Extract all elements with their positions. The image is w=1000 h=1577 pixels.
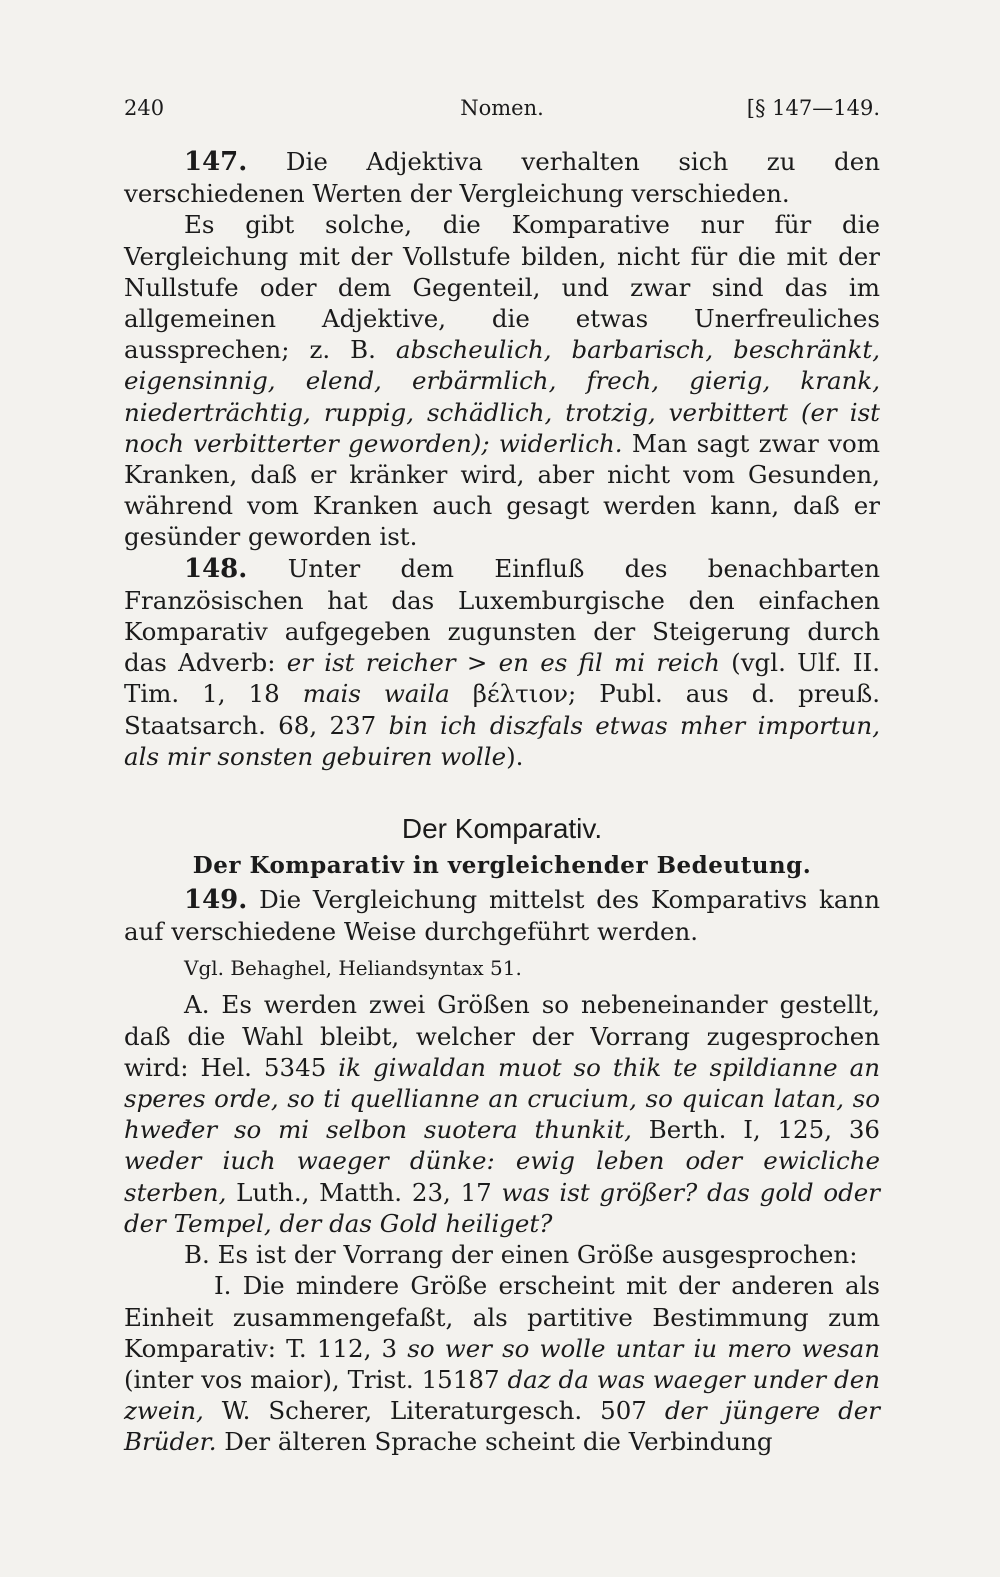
section-number: 147. (184, 147, 248, 177)
running-title: Nomen. (460, 96, 544, 120)
running-header (124, 96, 880, 126)
section-number: 149. (184, 885, 248, 916)
page-number: 240 (124, 96, 165, 120)
paragraph-147: 147. Die Adjektiva verhalten sich zu den verschiedenen Werten der Vergleichung verschieden. (124, 147, 880, 209)
subsection-heading: Der Komparativ in vergleichender Bedeutung. (192, 852, 812, 880)
reference-note: Vgl. Behaghel, Heliandsyntax 51. (184, 956, 522, 981)
paragraph-i: I. Die mindere Größe erscheint mit der anderen als Einheit zusammengefaßt, als partitive Bestimmung zum Komparativ: T. 112, 3 so wer so wolle untar iu mero wesan (inter vos maior), Trist. 15187 daz da was waeger under den zwein, W. Scherer, Literaturgesch. 507 der jüngere der Brüder. Der älteren Sprache scheint die Verbindung (124, 1271, 880, 1457)
example-words: abscheulich, barbarisch, beschränkt, eigensinnig, elend, erbärmlich, frech, gierig, krank, niederträchtig, ruppig, schädlich, trotzig, verbittert (er ist noch verbitterter geworden); widerlich. (124, 335, 881, 458)
paragraph-b: B. Es ist der Vorrang der einen Größe ausgesprochen: (184, 1240, 858, 1270)
paragraph-148: 148. Unter dem Einfluß des benachbarten Französischen hat das Luxemburgische den einfachen Komparativ aufgegeben zugunsten der Steigerung durch das Adverb: er ist reicher > en es fil mi reich (vgl. Ulf. II. Tim. 1, 18 mais waila βέλτιον; Publ. aus d. preuß. Staatsarch. 68, 237 bin ich diszfals etwas mher importun, als mir sonsten gebuiren wolle). (124, 553, 881, 771)
section-heading: Der Komparativ. (401, 813, 603, 845)
paragraph-149: 149. Die Vergleichung mittelst des Komparativs kann auf verschiedene Weise durchgeführt werden. (124, 885, 880, 947)
greek-word: βέλτιον (472, 679, 568, 709)
section-number: 148. (184, 553, 248, 584)
paragraph-147-body: Es gibt solche, die Komparative nur für die Vergleichung mit der Vollstufe bilden, nicht für die mit der Nullstufe oder dem Gegenteil, und zwar sind das im allgemeinen Adjektive, die etwas Unerfreuliches aussprechen; z. B. abscheulich, barbarisch, beschränkt, eigensinnig, elend, erbärmlich, frech, gierig, krank, niederträchtig, ruppig, schädlich, trotzig, verbittert (er ist noch verbitterter geworden); widerlich. Man sagt zwar vom Kranken, daß er kränker wird, aber nicht vom Gesunden, während vom Kranken auch gesagt werden kann, daß er gesünder geworden ist. (124, 210, 881, 552)
paragraph-a: A. Es werden zwei Größen so nebeneinander gestellt, daß die Wahl bleibt, welcher der Vorrang zugesprochen wird: Hel. 5345 ik giwaldan muot so thik te spildianne an speres orde, so ti quellianne an crucium, so quican latan, so hweđer so mi selbon suotera thunkit, Berth. I, 125, 36 weder iuch waeger dünke: ewig leben oder ewicliche sterben, Luth., Matth. 23, 17 was ist größer? das gold oder der Tempel, der das Gold heiliget? (124, 990, 880, 1238)
section-range: [§ 147—149. (746, 96, 880, 120)
page-body (124, 146, 880, 1458)
